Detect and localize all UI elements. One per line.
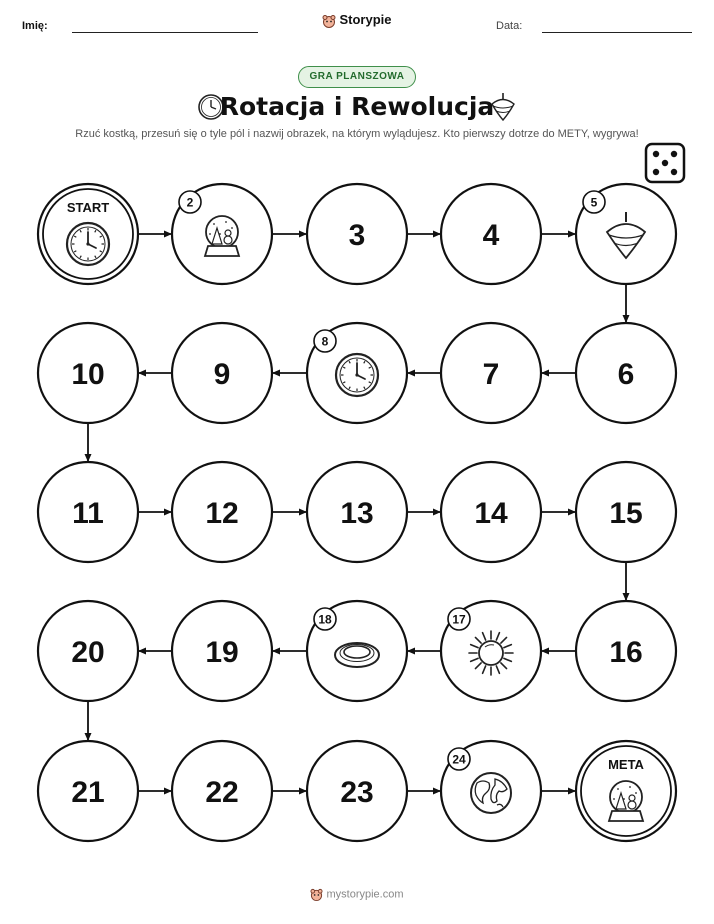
footer-site: mystorypie.com <box>326 888 404 901</box>
board-space-10[interactable] <box>38 323 138 423</box>
board-space-7[interactable] <box>441 323 541 423</box>
earth-globe-icon <box>471 773 511 813</box>
space-number: 8 <box>321 334 329 349</box>
board-space-13[interactable] <box>307 462 407 562</box>
board-space-finish[interactable] <box>576 741 676 841</box>
space-number: 5 <box>590 195 598 210</box>
space-number: 7 <box>482 358 500 391</box>
snow-globe-icon <box>609 781 643 821</box>
space-number-badge <box>314 608 336 630</box>
board-space-4[interactable] <box>441 184 541 284</box>
space-number: 6 <box>617 358 635 391</box>
space-number: 13 <box>340 497 374 530</box>
clock-icon <box>67 223 109 265</box>
board-space-24[interactable] <box>441 741 541 841</box>
name-label: Imię: <box>22 20 48 32</box>
board-space-2[interactable] <box>172 184 272 284</box>
space-number: 10 <box>71 358 105 391</box>
footer <box>0 888 714 901</box>
space-number: 18 <box>318 612 332 627</box>
space-number-badge <box>314 330 336 352</box>
space-label: START <box>66 200 110 215</box>
space-number: 3 <box>348 219 366 252</box>
board-space-6[interactable] <box>576 323 676 423</box>
board-space-17[interactable] <box>441 601 541 701</box>
board-space-16[interactable] <box>576 601 676 701</box>
space-number: 4 <box>482 219 500 252</box>
space-number: 16 <box>609 636 643 669</box>
space-number: 22 <box>205 776 239 809</box>
board-space-8[interactable] <box>307 323 407 423</box>
game-type-badge: GRA PLANSZOWA <box>298 66 416 88</box>
space-number: 17 <box>452 612 466 627</box>
space-number: 19 <box>205 636 239 669</box>
sun-icon <box>469 631 513 675</box>
space-number: 23 <box>340 776 374 809</box>
board-space-22[interactable] <box>172 741 272 841</box>
space-number: 24 <box>452 752 466 767</box>
ring-icon <box>335 643 379 667</box>
space-number-badge <box>583 191 605 213</box>
date-label: Data: <box>496 20 523 32</box>
board-space-20[interactable] <box>38 601 138 701</box>
space-number-badge <box>448 608 470 630</box>
clock-icon <box>336 354 378 396</box>
space-number: 21 <box>71 776 105 809</box>
space-number: 11 <box>72 497 104 530</box>
space-number: 2 <box>186 195 194 210</box>
page-title: Rotacja i Rewolucja <box>219 92 495 121</box>
space-number: 12 <box>205 497 239 530</box>
space-number-badge <box>179 191 201 213</box>
instructions: Rzuć kostką, przesuń się o tyle pól i nazwij obrazek, na którym wylądujesz. Kto pierwszy dotrze do METY, wygrywa! <box>75 128 639 140</box>
snow-globe-icon <box>205 216 239 256</box>
board-space-23[interactable] <box>307 741 407 841</box>
board-space-11[interactable] <box>38 462 138 562</box>
board-space-15[interactable] <box>576 462 676 562</box>
space-number: 20 <box>71 636 105 669</box>
board-space-5[interactable] <box>576 184 676 284</box>
space-number: 9 <box>213 358 231 391</box>
storypie-mascot-icon <box>310 888 323 901</box>
board-space-14[interactable] <box>441 462 541 562</box>
brand-name: Storypie <box>339 12 392 27</box>
space-number: 14 <box>474 497 508 530</box>
board-space-3[interactable] <box>307 184 407 284</box>
board-space-9[interactable] <box>172 323 272 423</box>
board-space-18[interactable] <box>307 601 407 701</box>
space-number: 15 <box>609 497 643 530</box>
board-space-21[interactable] <box>38 741 138 841</box>
space-label: META <box>608 757 644 772</box>
board-space-12[interactable] <box>172 462 272 562</box>
board-space-19[interactable] <box>172 601 272 701</box>
board-space-start[interactable] <box>38 184 138 284</box>
space-number-badge <box>448 748 470 770</box>
